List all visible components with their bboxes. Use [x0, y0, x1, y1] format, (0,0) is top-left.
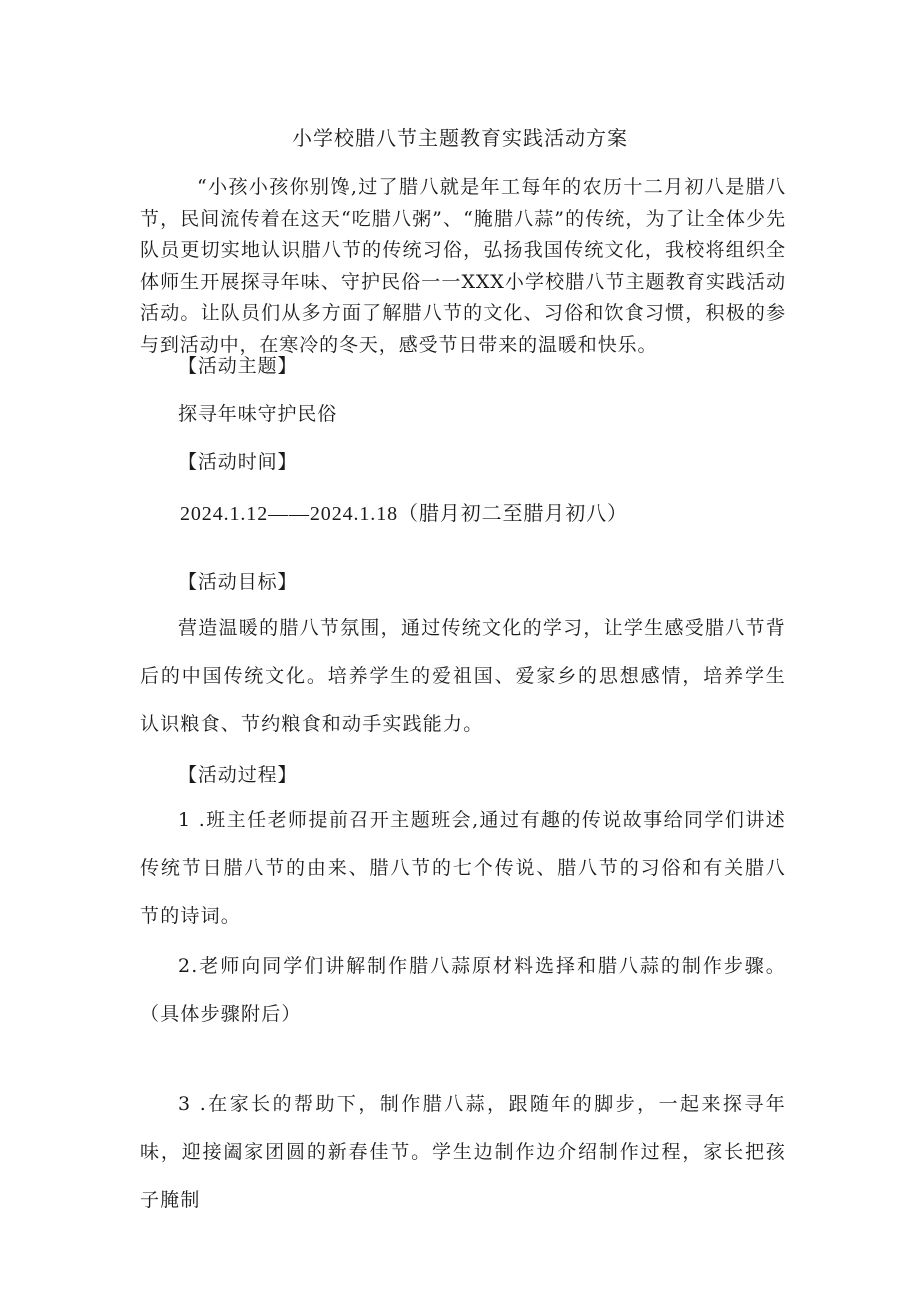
goal-heading: 【活动目标】 [178, 571, 298, 593]
time-heading: 【活动时间】 [178, 451, 298, 473]
process-heading: 【活动过程】 [178, 764, 298, 786]
theme-heading: 【活动主题】 [178, 355, 298, 377]
goal-paragraph: 营造温暖的腊八节氛围，通过传统文化的学习，让学生感受腊八节背后的中国传统文化。培养学生的爱祖国、爱家乡的思想感情，培养学生认识粮食、节约粮食和动手实践能力。 [140, 617, 786, 735]
process-step-1: 1 .班主任老师提前召开主题班会,通过有趣的传说故事给同学们讲述传统节日腊八节的由来、腊八节的七个传说、腊八节的习俗和有关腊八节的诗词。 [140, 809, 786, 927]
theme-text: 探寻年味守护民俗 [178, 403, 338, 425]
process-step-2: 2.老师向同学们讲解制作腊八蒜原材料选择和腊八蒜的制作步骤。（具体步骤附后） [140, 955, 786, 1025]
intro-paragraph: “小孩小孩你别馋,过了腊八就是年工每年的农历十二月初八是腊八节，民间流传着在这天“吃腊八粥”、“腌腊八蒜”的传统，为了让全体少先队员更切实地认识腊八节的传统习俗，弘扬我国传统文化，我校将组织全体师生开展探寻年味、守护民俗一一XXX小学校腊八节主题教育实践活动活动。让队员们从多方面了解腊八节的文化、习俗和饮食习惯，积极的参与到活动中，在寒冷的冬天，感受节日带来的温暖和快乐。 [140, 176, 786, 356]
time-text: 2024.1.12——2024.1.18（腊月初二至腊月初八） [180, 503, 628, 525]
process-step-3: 3 .在家长的帮助下，制作腊八蒜，跟随年的脚步，一起来探寻年味，迎接阖家团圆的新春佳节。学生边制作边介绍制作过程，家长把孩子腌制 [140, 1093, 786, 1211]
document-title: 小学校腊八节主题教育实践活动方案 [292, 126, 628, 150]
